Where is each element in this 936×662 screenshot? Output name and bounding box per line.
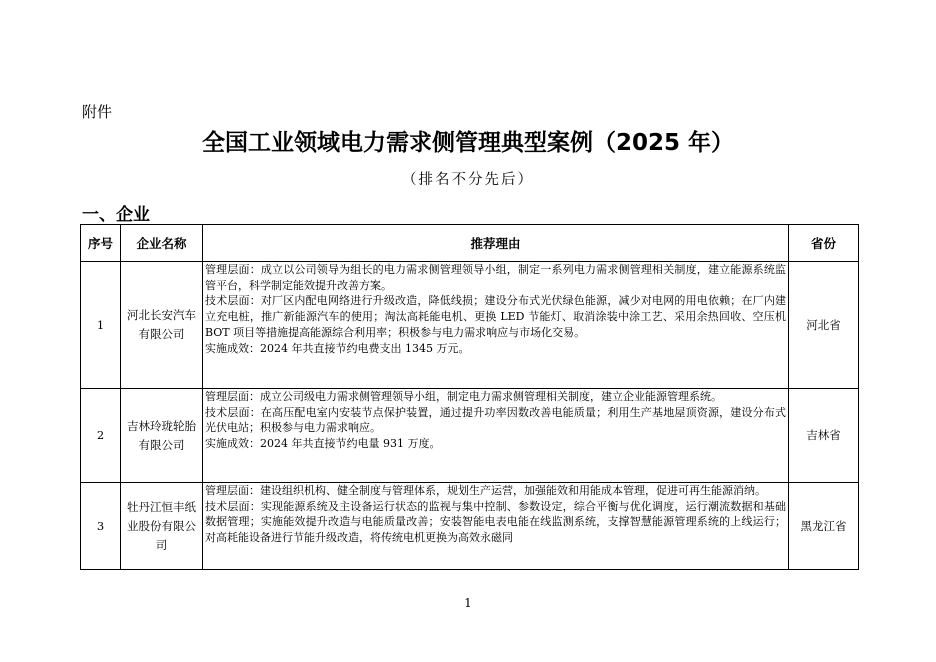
recommendation-reason (203, 262, 789, 389)
section-heading: 一、企业 (82, 205, 150, 225)
recommendation-reason (203, 389, 789, 483)
attachment-label: 附件 (82, 103, 113, 121)
reason-results: 实施成效：2024 年共直接节约电量 931 万度。 (205, 437, 441, 451)
row-number: 2 (81, 389, 121, 483)
case-table (80, 224, 859, 570)
document-subtitle: （排名不分先后） (402, 172, 534, 188)
reason-management: 管理层面：成立以公司领导为组长的电力需求侧管理领导小组，制定一系列电力需求侧管理相关制度，建立能源系统监管平台，科学制定能效提升改善方案。 (205, 263, 786, 292)
reason-technical: 技术层面：实现能源系统及主设备运行状态的监视与集中控制、参数设定，综合平衡与优化调度，运行潮流数据和基础数据管理；实施能效提升改造与电能质量改善；安装智能电表电能在线监测系统，支撑智慧能源管理系统的上线运行；对高耗能设备进行节能升级改造，将传统电机更换为高效永磁同 (205, 499, 786, 545)
reason-technical: 技术层面：在高压配电室内安装节点保护装置，通过提升功率因数改善电能质量；利用生产基地屋顶资源，建设分布式光伏电站；积极参与电力需求响应。 (205, 405, 786, 435)
company-name: 牡丹江恒丰纸业股份有限公司 (121, 483, 203, 570)
table-row (81, 483, 859, 570)
province: 黑龙江省 (789, 483, 859, 570)
reason-technical: 技术层面：对厂区内配电网络进行升级改造，降低线损；建设分布式光伏绿色能源，减少对电网的用电依赖；在厂内建立充电桩，推广新能源汽车的使用；淘汰高耗能电机、更换 LED 节能灯、取消涂装中涂工艺、采用余热回收、空压机 BOT 项目等措施提高能源综合利用率；积极参与电力需求响应与市场化交易。 (205, 294, 786, 339)
reason-management: 管理层面：成立公司级电力需求侧管理领导小组，制定电力需求侧管理相关制度，建立企业能源管理系统。 (205, 390, 722, 403)
table-header-row (81, 225, 859, 262)
reason-results: 实施成效：2024 年共直接节约电费支出 1345 万元。 (205, 341, 470, 355)
column-header-province: 省份 (789, 225, 859, 262)
recommendation-reason (203, 483, 789, 570)
column-header-company: 企业名称 (121, 225, 203, 262)
company-name: 河北长安汽车有限公司 (121, 262, 203, 389)
document-title: 全国工业领域电力需求侧管理典型案例（2025 年） (201, 130, 735, 156)
table-row (81, 389, 859, 483)
column-header-no: 序号 (81, 225, 121, 262)
column-header-reason: 推荐理由 (203, 225, 789, 262)
row-number: 1 (81, 262, 121, 389)
page-number: 1 (464, 596, 472, 610)
reason-management: 管理层面：建设组织机构、健全制度与管理体系，规划生产运营，加强能效和用能成本管理，促进可再生能源消纳。 (205, 484, 766, 497)
table-row (81, 262, 859, 389)
row-number: 3 (81, 483, 121, 570)
province: 吉林省 (789, 389, 859, 483)
province: 河北省 (789, 262, 859, 389)
company-name: 吉林玲珑轮胎有限公司 (121, 389, 203, 483)
